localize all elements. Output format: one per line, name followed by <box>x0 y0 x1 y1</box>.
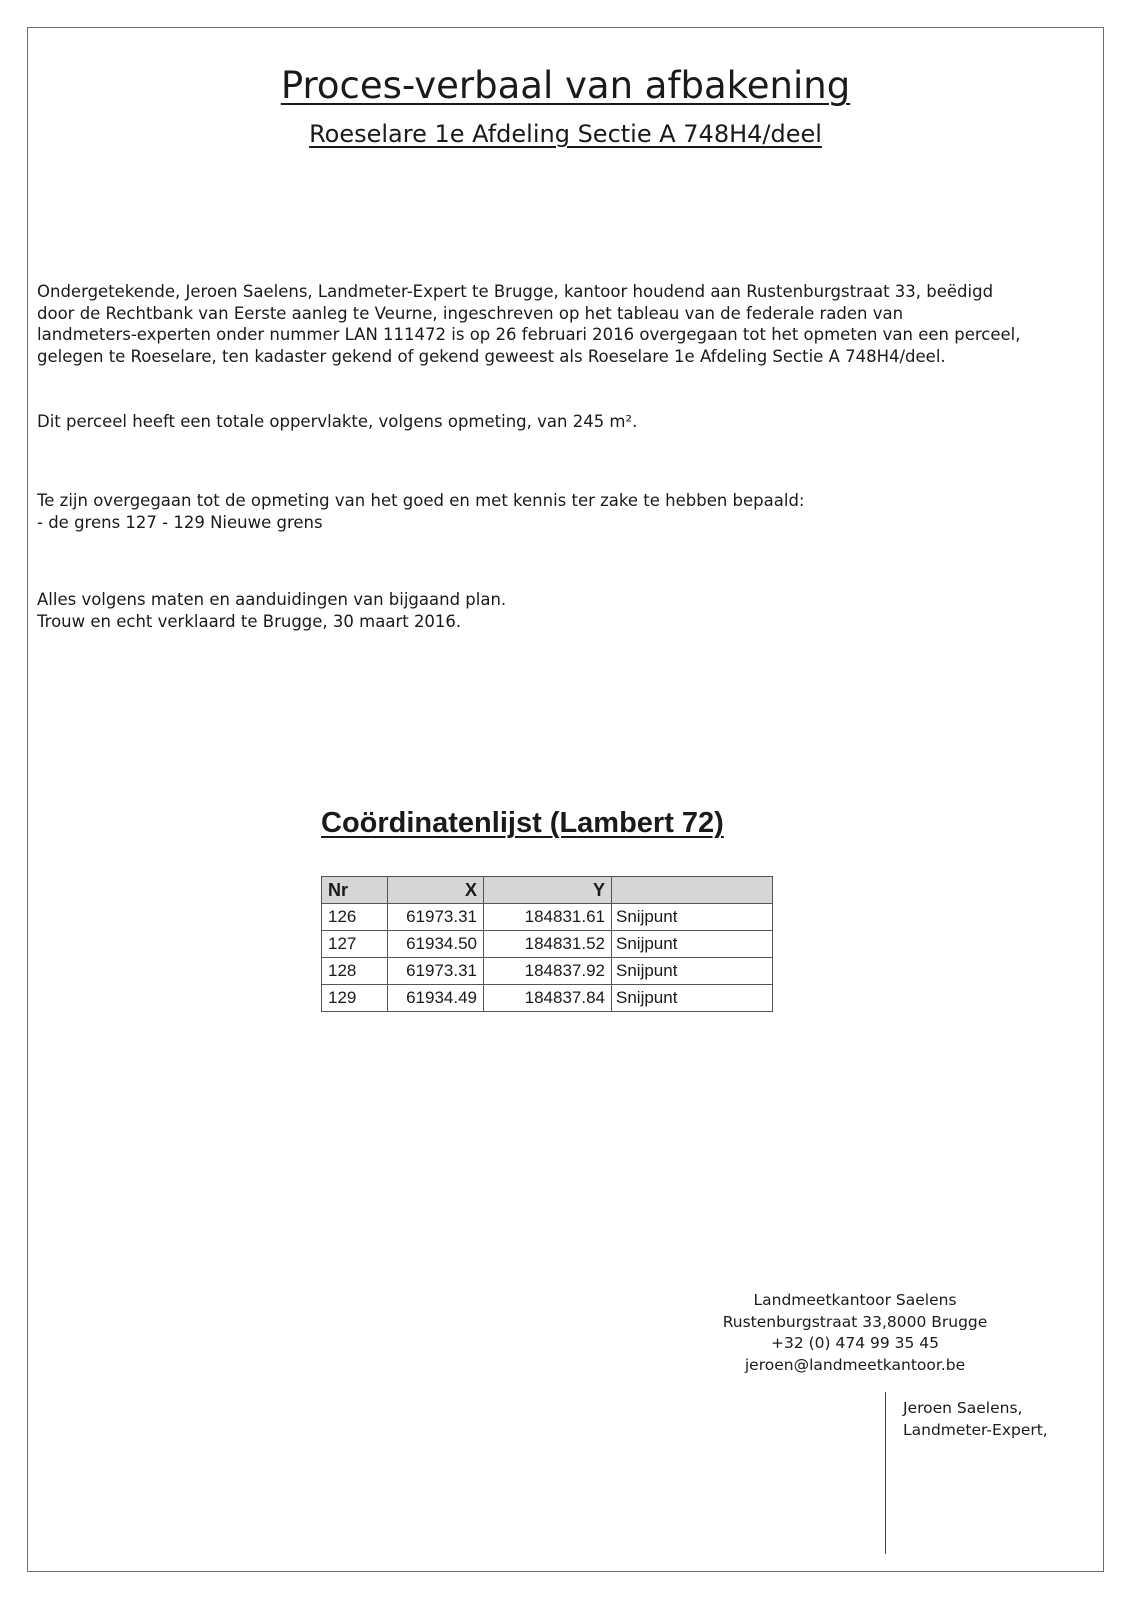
table-row <box>322 931 773 958</box>
area-line: Dit perceel heeft een totale oppervlakte, volgens opmeting, van 245 m². <box>37 412 638 431</box>
office-address: Rustenburgstraat 33,8000 Brugge <box>722 1312 988 1331</box>
cell-y: 184837.92 <box>484 958 612 985</box>
header-description <box>612 877 773 904</box>
signatory-role: Landmeter-Expert, <box>903 1420 1048 1439</box>
closing-paragraph <box>37 589 1097 632</box>
intro-line: Ondergetekende, Jeroen Saelens, Landmeter-Expert te Brugge, kantoor houdend aan Rustenburgstraat 33, beëdigd <box>37 282 994 301</box>
cell-x: 61973.31 <box>388 904 484 931</box>
coordinates-title: Coördinatenlijst (Lambert 72) <box>321 807 724 839</box>
office-email: jeroen@landmeetkantoor.be <box>744 1355 966 1374</box>
boundary-item: - de grens 127 - 129 Nieuwe grens <box>37 512 323 532</box>
closing-line: Alles volgens maten en aanduidingen van bijgaand plan. <box>37 590 507 609</box>
header-nr: Nr <box>322 877 388 904</box>
office-name: Landmeetkantoor Saelens <box>753 1291 957 1309</box>
closing-line: Trouw en echt verklaard te Brugge, 30 maart 2016. <box>37 611 462 631</box>
area-paragraph <box>37 411 1097 433</box>
header-y: Y <box>484 877 612 904</box>
survey-line: Te zijn overgegaan tot de opmeting van het goed en met kennis ter zake te hebben bepaald: <box>37 491 805 510</box>
table-row <box>322 985 773 1012</box>
intro-line: door de Rechtbank van Eerste aanleg te Veurne, ingeschreven op het tableau van de federale raden van <box>37 303 904 323</box>
cell-y: 184831.52 <box>484 931 612 958</box>
cell-nr: 126 <box>322 904 388 931</box>
intro-line: gelegen te Roeselare, ten kadaster gekend of gekend geweest als Roeselare 1e Afdeling Sectie A 748H4/deel. <box>37 346 946 366</box>
intro-paragraph <box>37 281 1097 367</box>
signature-divider <box>885 1392 886 1554</box>
table-header-row <box>322 877 773 904</box>
cell-y: 184837.84 <box>484 985 612 1012</box>
header-x: X <box>388 877 484 904</box>
table-row <box>322 958 773 985</box>
cell-nr: 128 <box>322 958 388 985</box>
cell-x: 61934.49 <box>388 985 484 1012</box>
cell-nr: 127 <box>322 931 388 958</box>
document-title: Proces-verbaal van afbakening <box>280 64 851 107</box>
office-contact-block <box>700 1290 1010 1376</box>
cell-x: 61973.31 <box>388 958 484 985</box>
intro-line: landmeters-experten onder nummer LAN 111472 is op 26 februari 2016 overgegaan tot het opmeten van een perceel, <box>37 325 1021 344</box>
table-row <box>322 904 773 931</box>
cell-x: 61934.50 <box>388 931 484 958</box>
cell-description: Snijpunt <box>612 985 773 1012</box>
cell-description: Snijpunt <box>612 958 773 985</box>
office-phone: +32 (0) 474 99 35 45 <box>770 1334 940 1352</box>
cell-description: Snijpunt <box>612 904 773 931</box>
cell-y: 184831.61 <box>484 904 612 931</box>
document-subtitle: Roeselare 1e Afdeling Sectie A 748H4/deel <box>309 120 822 148</box>
coordinates-table <box>321 876 773 1012</box>
signature-block <box>903 1398 1048 1441</box>
signatory-name: Jeroen Saelens, <box>903 1399 1023 1417</box>
survey-paragraph <box>37 490 1097 533</box>
cell-nr: 129 <box>322 985 388 1012</box>
cell-description: Snijpunt <box>612 931 773 958</box>
